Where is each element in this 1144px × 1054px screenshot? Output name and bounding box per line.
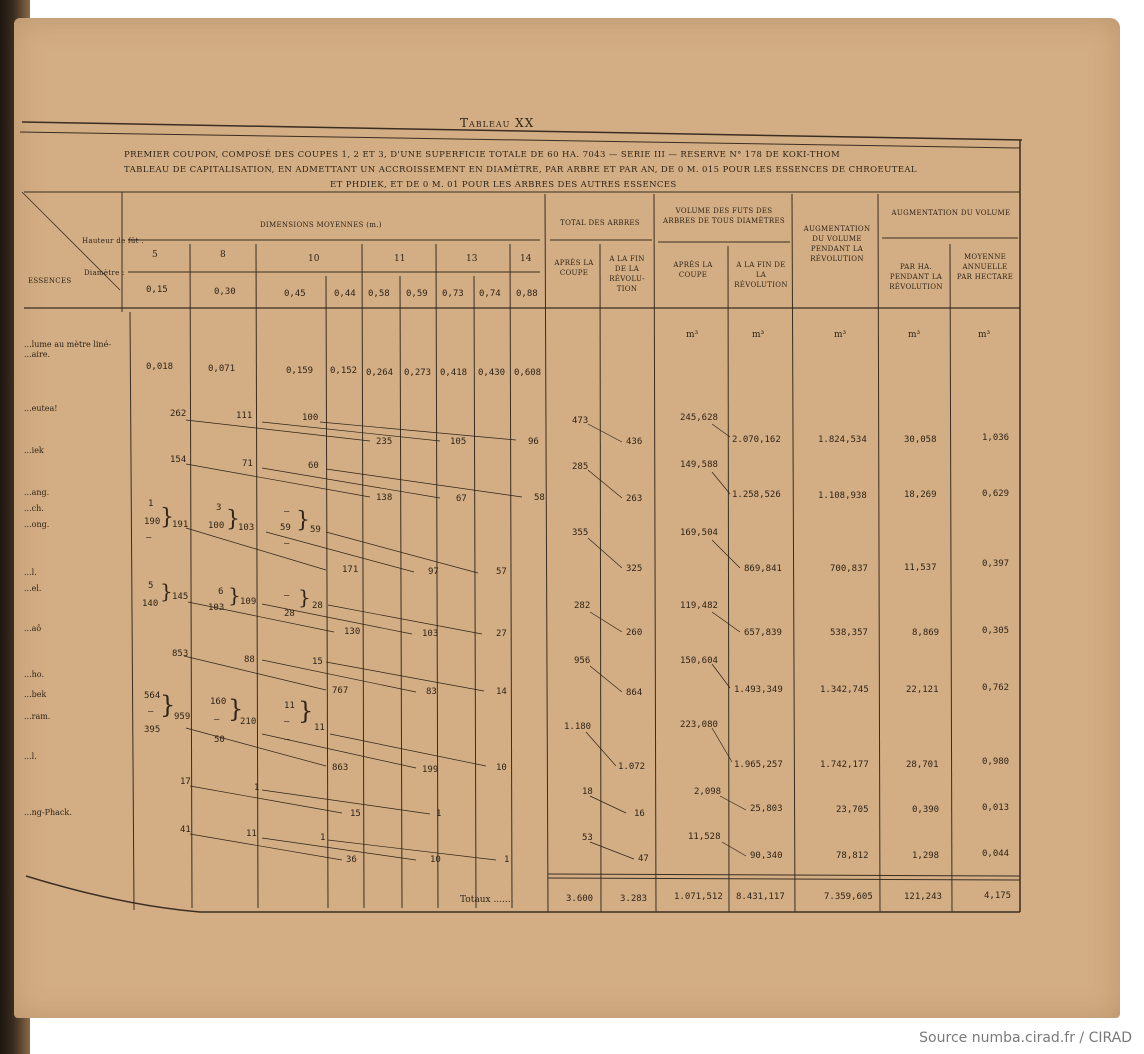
g2-moy: 0,397: [982, 559, 1010, 569]
g5-aug: 1.742,177: [820, 760, 869, 770]
g2-start-10: 59: [280, 523, 291, 533]
g7-tf: 47: [638, 854, 649, 864]
g4-end-1: 767: [332, 686, 349, 696]
g0-end-2: 105: [450, 437, 467, 447]
g3-aug: 538,357: [830, 628, 868, 638]
diam-3: 0,45: [284, 289, 306, 299]
essence-14: ...ng-Phack.: [24, 808, 72, 817]
g2-ta: 355: [572, 528, 589, 538]
g7-start-2: 11: [246, 829, 257, 839]
total-arbres-header: TOTAL DES ARBRES: [560, 219, 640, 227]
g7-moy: 0,044: [982, 849, 1010, 859]
diam-7: 0,73: [442, 289, 464, 299]
g2-start-4: 191: [172, 520, 189, 530]
g7-vf: 90,340: [750, 851, 783, 861]
g2-vf: 869,841: [744, 564, 782, 574]
g0-end-3: 96: [528, 437, 539, 447]
g4-aug: 1.342,745: [820, 685, 869, 695]
height-13: 13: [466, 254, 478, 264]
hauteur-label: Hauteur de fût :: [82, 237, 144, 245]
arrow-lines: [184, 420, 746, 860]
g6-va: 2,098: [694, 787, 722, 797]
essence-9: ...aô: [24, 624, 42, 633]
dimensions-header: DIMENSIONS MOYENNES (m.): [260, 221, 382, 229]
fin-revolution-header: A LA FIN DE LA RÉVOLU-TION: [609, 255, 645, 293]
g5-brace-2: }: [228, 695, 244, 723]
totals-label: Totaux .......: [460, 895, 514, 905]
unit-aug: m³: [834, 330, 847, 340]
essence-12: ...ram.: [24, 712, 51, 721]
g5-start-7: 50: [214, 735, 225, 745]
unit-vol-apres: m³: [686, 330, 699, 340]
g6-end-1: 15: [350, 809, 361, 819]
g5-vf: 1.965,257: [734, 760, 783, 770]
g2-start-3: —: [146, 533, 152, 543]
g5-start-8: 210: [240, 717, 257, 727]
essence-10: ...ho.: [24, 670, 44, 679]
essence-11: ...bek: [24, 690, 47, 699]
unit-moy: m³: [978, 330, 991, 340]
vol-row-8: 0,430: [478, 368, 506, 378]
header-line-3: ET PHDIEK, ET DE 0 M. 01 POUR LES ARBRES DES AUTRES ESSENCES: [330, 180, 677, 190]
diam-4: 0,44: [334, 289, 356, 299]
totals-aug: 7.359,605: [824, 892, 873, 902]
g5-brace-1: }: [160, 691, 176, 719]
essences-header: ESSENCES: [28, 277, 72, 285]
g3-start-6: 109: [240, 597, 257, 607]
diam-2: 0,30: [214, 287, 236, 297]
aug-volume-header: AUGMENTATION DU VOLUME PENDANT LA RÉVOLUTION: [803, 225, 871, 263]
g2-tf: 325: [626, 564, 643, 574]
g7-start-3: 1: [320, 833, 326, 843]
g3-start-9: 28: [312, 601, 323, 611]
g3-tf: 260: [626, 628, 643, 638]
g0-moy: 1,036: [982, 433, 1010, 443]
g1-moy: 0,629: [982, 489, 1010, 499]
g1-start-1: 154: [170, 455, 187, 465]
g6-end-2: 1: [436, 809, 442, 819]
g3-ha: 8,869: [912, 628, 940, 638]
g3-start-5: 103: [208, 603, 225, 613]
g6-start-2: 1: [254, 783, 260, 793]
g4-ta: 956: [574, 656, 591, 666]
vol-row-1: 0,018: [146, 362, 174, 372]
g2-start-9: —: [284, 539, 290, 549]
g4-va: 150,604: [680, 656, 718, 666]
totals-va: 1.071,512: [674, 892, 723, 902]
totals-moy: 4,175: [984, 891, 1012, 901]
g5-start-10: —: [284, 717, 290, 727]
g3-end-3: 27: [496, 629, 507, 639]
diametre-label: Diamètre :: [84, 269, 125, 277]
g6-ta: 18: [582, 787, 593, 797]
g6-aug: 23,705: [836, 805, 869, 815]
g2-start-7: 103: [238, 523, 255, 533]
essence-13: ...l.: [24, 752, 37, 761]
g7-end-1: 36: [346, 855, 357, 865]
g5-ta: 1.180: [564, 722, 592, 732]
g7-aug: 78,812: [836, 851, 869, 861]
g2-va: 169,504: [680, 528, 718, 538]
g7-end-3: 1: [504, 855, 510, 865]
essence-4: ...ang.: [24, 488, 50, 497]
g2-start-11: 59: [310, 525, 321, 535]
g6-ha: 0,390: [912, 805, 940, 815]
g3-start-3: 145: [172, 592, 189, 602]
diam-9: 0,88: [516, 289, 538, 299]
table-title: Tableau XX: [460, 116, 535, 130]
essence-3: ...iek: [24, 446, 44, 455]
g0-va: 245,628: [680, 413, 718, 423]
g3-start-7: —: [284, 591, 290, 601]
vol-row-9: 0,608: [514, 368, 542, 378]
g4-start-3: 15: [312, 657, 323, 667]
vol-row-2: 0,071: [208, 364, 236, 374]
essence-8: ...el.: [24, 584, 42, 593]
g5-end-2: 199: [422, 765, 439, 775]
outer-top-rule: [22, 122, 1022, 140]
g5-va: 223,080: [680, 720, 718, 730]
g3-vf: 657,839: [744, 628, 782, 638]
height-10: 10: [308, 254, 320, 264]
diam-5: 0,58: [368, 289, 390, 299]
g0-start-3: 100: [302, 413, 319, 423]
g2-start-6: 100: [208, 521, 225, 531]
g1-end-3: 58: [534, 493, 545, 503]
g7-start-1: 41: [180, 825, 191, 835]
height-5: 5: [152, 250, 158, 260]
g4-end-2: 83: [426, 687, 437, 697]
g3-start-2: 140: [142, 599, 159, 609]
essence-5: ...ch.: [24, 504, 44, 513]
g2-brace-3: }: [296, 508, 310, 533]
g7-va: 11,528: [688, 832, 721, 842]
essence-2: ...eutea!: [24, 404, 58, 413]
g3-end-2: 103: [422, 629, 439, 639]
g3-va: 119,482: [680, 601, 718, 611]
g5-end-1: 863: [332, 763, 349, 773]
essence-6: ...ong.: [24, 520, 50, 529]
g6-vf: 25,803: [750, 804, 783, 814]
g0-aug: 1.824,534: [818, 435, 867, 445]
g2-ha: 11,537: [904, 563, 937, 573]
g5-start-12: 11: [314, 723, 325, 733]
g1-ta: 285: [572, 462, 589, 472]
g6-tf: 16: [634, 809, 645, 819]
g7-ha: 1,298: [912, 851, 940, 861]
g1-end-1: 138: [376, 493, 393, 503]
g0-vf: 2.070,162: [732, 435, 781, 445]
apres-coupe-header: APRÈS LA COUPE: [554, 259, 594, 277]
g1-start-3: 60: [308, 461, 319, 471]
g2-end-3: 57: [496, 567, 507, 577]
g5-moy: 0,980: [982, 757, 1010, 767]
g5-start-3: 395: [144, 725, 161, 735]
g3-brace-2: }: [228, 583, 241, 607]
g4-vf: 1.493,349: [734, 685, 783, 695]
g0-start-2: 111: [236, 411, 253, 421]
g2-aug: 700,837: [830, 564, 868, 574]
g4-ha: 22,121: [906, 685, 939, 695]
g1-end-2: 67: [456, 494, 467, 504]
vol-row-7: 0,418: [440, 368, 468, 378]
totals-vf: 8.431,117: [736, 892, 785, 902]
g5-start-5: 160: [210, 697, 227, 707]
diam-1: 0,15: [146, 285, 168, 295]
essence-7: ...l.: [24, 568, 37, 577]
g5-end-3: 10: [496, 763, 507, 773]
g5-start-2: —: [148, 707, 154, 717]
g5-tf: 1.072: [618, 762, 646, 772]
g5-ha: 28,701: [906, 760, 939, 770]
essence-0: ...lume au mètre liné-: [24, 340, 112, 349]
vol-row-4: 0,152: [330, 366, 358, 376]
g5-start-4: 959: [174, 712, 191, 722]
outer-top-rule-2: [20, 132, 1020, 148]
g4-start-2: 88: [244, 655, 255, 665]
g1-ha: 18,269: [904, 490, 937, 500]
essence-1: ...aire.: [24, 350, 51, 359]
g5-start-6: —: [214, 715, 220, 725]
g1-vf: 1.258,526: [732, 490, 781, 500]
g7-end-2: 10: [430, 855, 441, 865]
diam-6: 0,59: [406, 289, 428, 299]
g0-ta: 473: [572, 416, 589, 426]
g0-end-1: 235: [376, 437, 393, 447]
g7-ta: 53: [582, 833, 593, 843]
unit-ha: m³: [908, 330, 921, 340]
g3-brace-1: }: [160, 579, 173, 603]
aug-du-volume-header: AUGMENTATION DU VOLUME: [891, 209, 1011, 217]
g6-start-1: 17: [180, 777, 191, 787]
height-8: 8: [220, 250, 226, 260]
g2-brace-1: }: [160, 505, 174, 530]
g4-tf: 864: [626, 688, 643, 698]
g2-start-2: 190: [144, 517, 161, 527]
g4-end-3: 14: [496, 687, 507, 697]
g5-start-11: —: [284, 735, 290, 745]
g3-start-1: 5: [148, 581, 154, 591]
g0-tf: 436: [626, 437, 643, 447]
source-credit: Source numba.cirad.fr / CIRAD: [919, 1030, 1132, 1046]
vol-fin-header: A LA FIN DE LA RÉVOLUTION: [734, 261, 788, 289]
height-14: 14: [520, 254, 532, 264]
unit-vol-fin: m³: [752, 330, 765, 340]
diam-8: 0,74: [479, 289, 501, 299]
totals-tf: 3.283: [620, 894, 648, 904]
g0-start-1: 262: [170, 409, 187, 419]
moyenne-header: MOYENNE ANNUELLE PAR HECTARE: [956, 253, 1014, 281]
g3-brace-3: }: [298, 585, 311, 609]
par-ha-header: PAR HA. PENDANT LA RÉVOLUTION: [889, 263, 943, 291]
g2-start-5: 3: [216, 503, 222, 513]
g2-end-1: 171: [342, 565, 359, 575]
g1-tf: 263: [626, 494, 643, 504]
g3-ta: 282: [574, 601, 591, 611]
g3-start-8: 28: [284, 609, 295, 619]
g2-brace-2: }: [226, 507, 240, 532]
g3-end-1: 130: [344, 627, 361, 637]
totals-ta: 3.600: [566, 894, 594, 904]
g3-start-4: 6: [218, 587, 224, 597]
vol-row-6: 0,273: [404, 368, 432, 378]
header-line-2: TABLEAU DE CAPITALISATION, EN ADMETTANT UN ACCROISSEMENT EN DIAMÈTRE, PAR ARBRE ET PAR AN, DE 0 M. 015 POUR LES ESSENCES DE CHROEUTEAL: [124, 165, 917, 175]
volume-futs-header: VOLUME DES FUTS DES ARBRES DE TOUS DIAMÈTRES: [663, 207, 785, 225]
g1-aug: 1.108,938: [818, 491, 867, 501]
g5-start-1: 564: [144, 691, 161, 701]
vol-row-3: 0,159: [286, 366, 314, 376]
g4-moy: 0,762: [982, 683, 1010, 693]
header-line-1: PREMIER COUPON, COMPOSÉ DES COUPES 1, 2 ET 3, D'UNE SUPERFICIE TOTALE DE 60 HA. 7043 — SERIE III — RESERVE N° 178 DE KOKI-THOM: [124, 150, 841, 160]
g1-start-2: 71: [242, 459, 253, 469]
g5-start-9: 11: [284, 701, 295, 711]
vol-apres-header: APRÈS LA COUPE: [673, 261, 713, 279]
g2-end-2: 97: [428, 567, 439, 577]
height-11: 11: [394, 254, 406, 264]
g2-start-1: 1: [148, 499, 154, 509]
vol-row-5: 0,264: [366, 368, 394, 378]
g4-start-1: 853: [172, 649, 189, 659]
g6-moy: 0,013: [982, 803, 1010, 813]
g5-brace-3: }: [298, 697, 314, 725]
g3-moy: 0,305: [982, 626, 1010, 636]
g1-va: 149,588: [680, 460, 718, 470]
g2-start-8: —: [284, 507, 290, 517]
g0-ha: 30,058: [904, 435, 937, 445]
totals-ha: 121,243: [904, 892, 942, 902]
